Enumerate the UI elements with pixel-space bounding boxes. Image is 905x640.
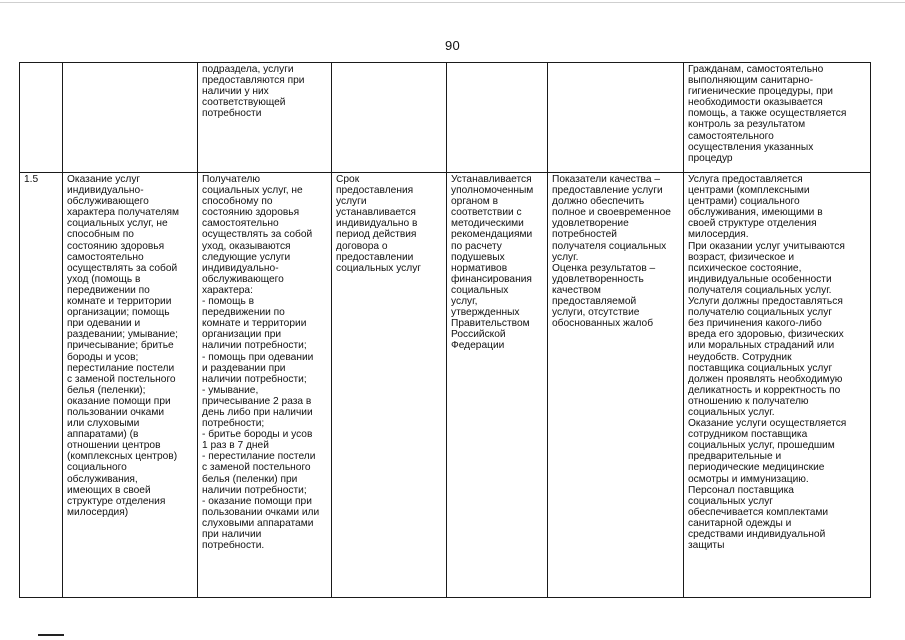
cell-service-name bbox=[63, 63, 198, 173]
cell-number bbox=[20, 173, 63, 598]
row-number: 1.5 bbox=[24, 174, 39, 185]
conditions-text: Услуга предоставляется центрами (комплексными центрами) социального обслуживания, имеющими в своей структуре отделения милосердия. При оказании услуг учитываются возраст, физическое и психическое состояние, индивидуальные особенности получателя социальных услуг. Услуги должны предоставляться получателю социальных услуг без причинения какого-либо вреда его здоровью, физических или моральных страданий или неудобств. Сотрудник поставщика социальных услуг должен проявлять необходимую деликатность и корректность по отношению к получателю социальных услуг. Оказание услуги осуществляется сотрудником поставщика социальных услуг, прошедшим предварительные и периодические медицинские осмотры и иммунизацию. Персонал поставщика социальных услуг обеспечивается комплектами санитарной одежды и средствами индивидуальной защиты bbox=[688, 174, 847, 552]
term-text: Срок предоставления услуги устанавливается индивидуально в период действия договора о предоставлении социальных услуг bbox=[336, 174, 422, 274]
quality-text: Показатели качества – предоставление услуги должно обеспечить полное и своевременное удовлетворение потребностей получателя социальных услуг. Оценка результатов – удовлетворенность качеством предоставляемой услуги, отсутствие обоснованных жалоб bbox=[552, 174, 671, 330]
cell-conditions bbox=[684, 173, 871, 598]
cell-service-content bbox=[198, 63, 332, 173]
cell-service-name bbox=[63, 173, 198, 598]
conditions-text: Гражданам, самостоятельно выполняющим санитарно- гигиенические процедуры, при необходимости оказывается помощь, а также осуществляется контроль за результатом самостоятельного осуществления указанных процедур bbox=[688, 64, 847, 164]
cell-conditions bbox=[684, 63, 871, 173]
cell-cost bbox=[447, 173, 548, 598]
social-services-table bbox=[19, 62, 871, 598]
cell-service-content bbox=[198, 173, 332, 598]
table-row-continuation bbox=[20, 63, 871, 173]
table-row bbox=[20, 173, 871, 598]
cost-text: Устанавливается уполномоченным органом в соответствии с методическими рекомендациями по расчету подушевых нормативов финансирования социальных услуг, утвержденных Правительством Российской Федерации bbox=[451, 174, 534, 352]
scan-edge-mark bbox=[38, 634, 64, 636]
cell-quality bbox=[548, 173, 684, 598]
cell-term bbox=[332, 173, 447, 598]
service-name-text: Оказание услуг индивидуально- обслуживающего характера получателям социальных услуг, не способным по состоянию здоровья самостоятельно осуществлять за собой уход (помощь в передвижении по комнате и территории организации; помощь при одевании и раздевании; умывание; причесывание; бритье бороды и усов; перестилание постели с заменой постельного белья (пеленки); оказание помощи при пользовании очками или слуховыми аппаратами) (в отношении центров (комплексных центров) социального обслуживания, имеющих в своей структуре отделения милосердия) bbox=[67, 174, 180, 518]
service-content-text: подраздела, услуги предоставляются при наличии у них соответствующей потребности bbox=[202, 64, 305, 120]
cell-quality bbox=[548, 63, 684, 173]
scan-edge-line bbox=[0, 2, 905, 3]
service-content-text: Получателю социальных услуг, не способному по состоянию здоровья самостоятельно осуществлять за собой уход, оказываются следующие услуги индивидуально- обслуживающего характера: - помощь в передвижении по комнате и территории организации при наличии потребности; - помощь при одевании и раздевании при наличии потребности; - умывание, причесывание 2 раза в день либо при наличии потребности; - бритье бороды и усов 1 раз в 7 дней - перестилание постели с заменой постельного белья (пеленки) при наличии потребности; - оказание помощи при пользовании очками или слуховыми аппаратами при наличии потребности. bbox=[202, 174, 320, 552]
cell-term bbox=[332, 63, 447, 173]
cell-cost bbox=[447, 63, 548, 173]
page-number: 90 bbox=[444, 38, 461, 53]
cell-number bbox=[20, 63, 63, 173]
